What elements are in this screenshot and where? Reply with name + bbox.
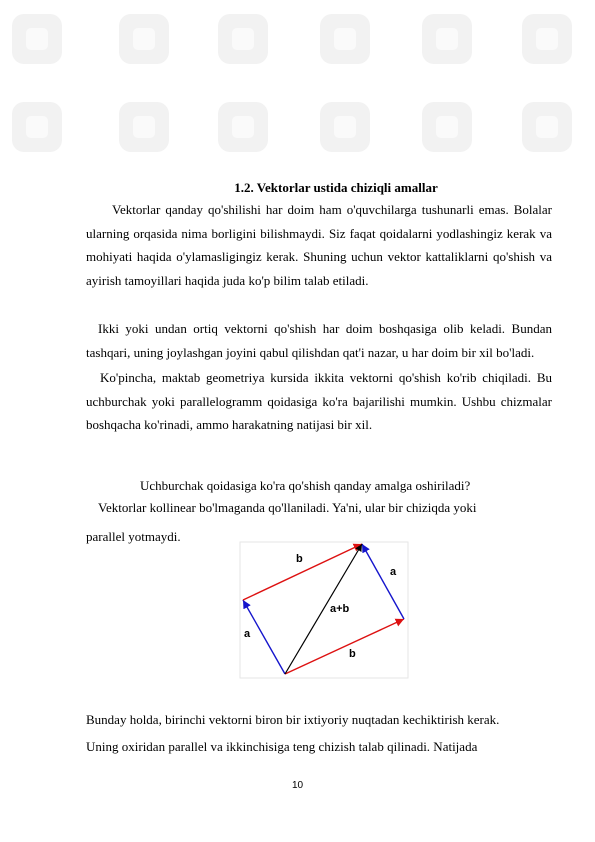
- watermark-logo-icon: [8, 98, 66, 156]
- question-line: Uchburchak qoidasiga ko'ra qo'shish qanday amalga oshiriladi?: [140, 478, 471, 493]
- watermark-logo-icon: [115, 98, 173, 156]
- paragraph-intro: Vektorlar qanday qo'shilishi har doim ham o'quvchilarga tushunarli emas. Bolalar ularning orqasida nima borligini bilishmaydi. Siz faqat qoidalarni yodlashingiz kerak va mohiyati haqida o'ylamasligingiz kerak. Shuning uchun vektor kattaliklarni qo'shish va ayirish tamoyillari haqida juda ko'p bilim talab etiladi.: [86, 202, 552, 288]
- watermark-logo-icon: [214, 10, 272, 68]
- parallelogram-diagram: [238, 540, 412, 680]
- watermark-logo-icon: [316, 10, 374, 68]
- after-figure-line-2: Uning oxiridan parallel va ikkinchisiga teng chizish talab qilinadi. Natijada: [86, 739, 478, 754]
- watermark-logo-icon: [418, 10, 476, 68]
- section-heading: 1.2. Vektorlar ustida chiziqli amallar: [234, 180, 438, 195]
- collinear-line-2: parallel yotmaydi.: [86, 529, 181, 544]
- watermark-logo-icon: [316, 98, 374, 156]
- label-a-right: a: [390, 566, 397, 578]
- watermark-logo-icon: [518, 10, 576, 68]
- watermark-logo-icon: [8, 10, 66, 68]
- vector-b-bottom: [285, 619, 404, 674]
- paragraph-sum-property: Ikki yoki undan ortiq vektorni qo'shish har doim boshqasiga olib keladi. Bundan tashqari, uning joylashgan joyini qabul qilishdan qat'i nazar, u har doim bir xil bo'ladi.: [86, 321, 552, 360]
- label-b-top: b: [296, 553, 303, 565]
- page-number: 10: [291, 780, 304, 791]
- watermark-logo-icon: [418, 98, 476, 156]
- paragraph-school-course: Ko'pincha, maktab geometriya kursida ikkita vektorni qo'shish ko'rib chiqiladi. Bu uchburchak yoki parallelogramm qoidasiga ko'ra bajarilishi mumkin. Ushbu chizmalar boshqacha ko'rinadi, ammo harakatning natijasi bir xil.: [86, 370, 552, 433]
- watermark-logo-icon: [214, 98, 272, 156]
- vector-a-right: [362, 544, 404, 619]
- label-b-bottom: b: [349, 648, 356, 660]
- watermark-logo-icon: [518, 98, 576, 156]
- after-figure-line-1: Bunday holda, birinchi vektorni biron bir ixtiyoriy nuqtadan kechiktirish kerak.: [86, 712, 500, 727]
- collinear-line-1: Vektorlar kollinear bo'lmaganda qo'llaniladi. Ya'ni, ular bir chiziqda yoki: [98, 500, 477, 515]
- vector-addition-figure: [238, 540, 412, 680]
- watermark-logo-icon: [115, 10, 173, 68]
- label-sum: a+b: [330, 603, 350, 615]
- label-a-left: a: [244, 628, 251, 640]
